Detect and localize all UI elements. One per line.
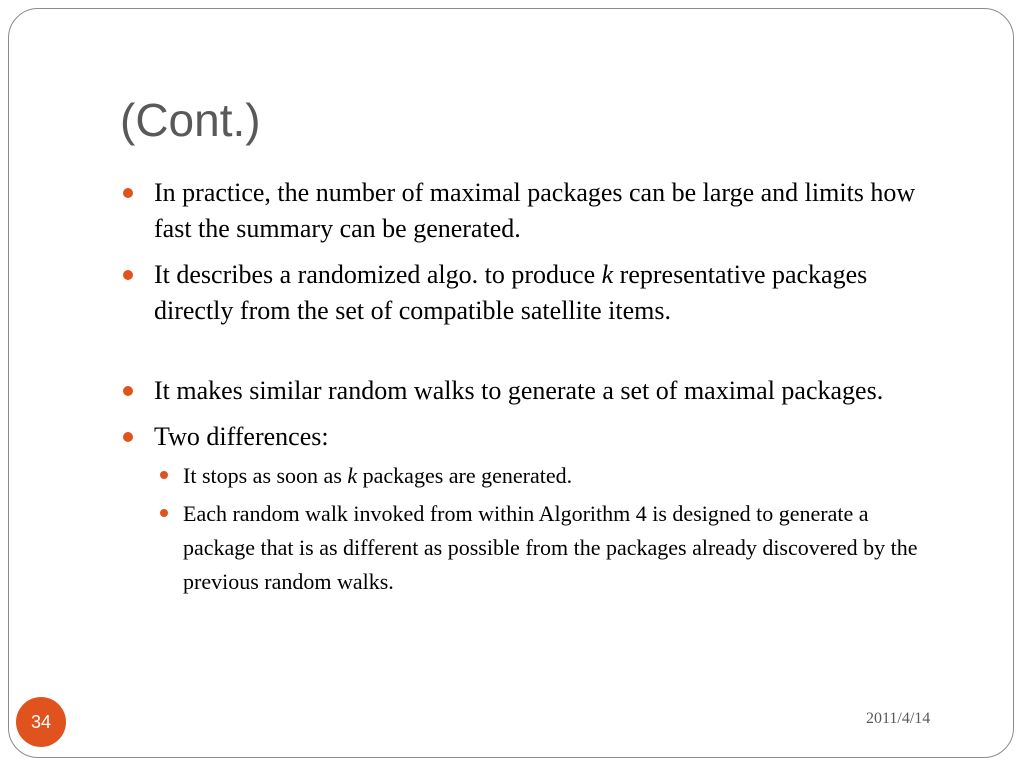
sub-bullet-item xyxy=(120,459,940,493)
bullet-dot-icon xyxy=(123,432,133,442)
sub-bullet-item xyxy=(120,497,940,599)
bullet-text-italic: k xyxy=(601,260,614,289)
bullet-text-after: representative packages directly from the set of compatible satellite items. xyxy=(154,260,868,325)
sub-bullet-text xyxy=(183,463,572,488)
bullet-text xyxy=(154,260,867,325)
slide-date: 2011/4/14 xyxy=(866,710,931,727)
bullet-text: In practice, the number of maximal packages can be large and limits how fast the summary can be generated. xyxy=(154,178,916,243)
bullet-dot-icon xyxy=(123,386,133,396)
slide-title: (Cont.) xyxy=(120,94,261,146)
slide-body xyxy=(120,175,940,603)
page-number-badge: 34 xyxy=(16,697,66,747)
sub-bullet-text-after: packages are generated. xyxy=(357,463,573,488)
bullet-item xyxy=(120,257,940,329)
bullet-item xyxy=(120,419,940,455)
sub-bullet-text-before: It stops as soon as xyxy=(183,463,348,488)
bullet-text: Two differences: xyxy=(154,422,329,451)
sub-bullet-dot-icon xyxy=(160,471,168,479)
bullet-item xyxy=(120,175,940,247)
sub-bullet-dot-icon xyxy=(160,509,168,517)
slide xyxy=(8,8,1014,758)
sub-bullet-text: Each random walk invoked from within Algorithm 4 is designed to generate a package that is as different as possible from the packages already discovered by the previous random walks. xyxy=(183,501,918,594)
bullet-dot-icon xyxy=(123,188,133,198)
bullet-dot-icon xyxy=(123,270,133,280)
sub-bullet-text-italic: k xyxy=(347,463,358,488)
bullet-text-before: It describes a randomized algo. to produce xyxy=(154,260,602,289)
bullet-item xyxy=(120,373,940,409)
bullet-text: It makes similar random walks to generate a set of maximal packages. xyxy=(154,376,884,405)
